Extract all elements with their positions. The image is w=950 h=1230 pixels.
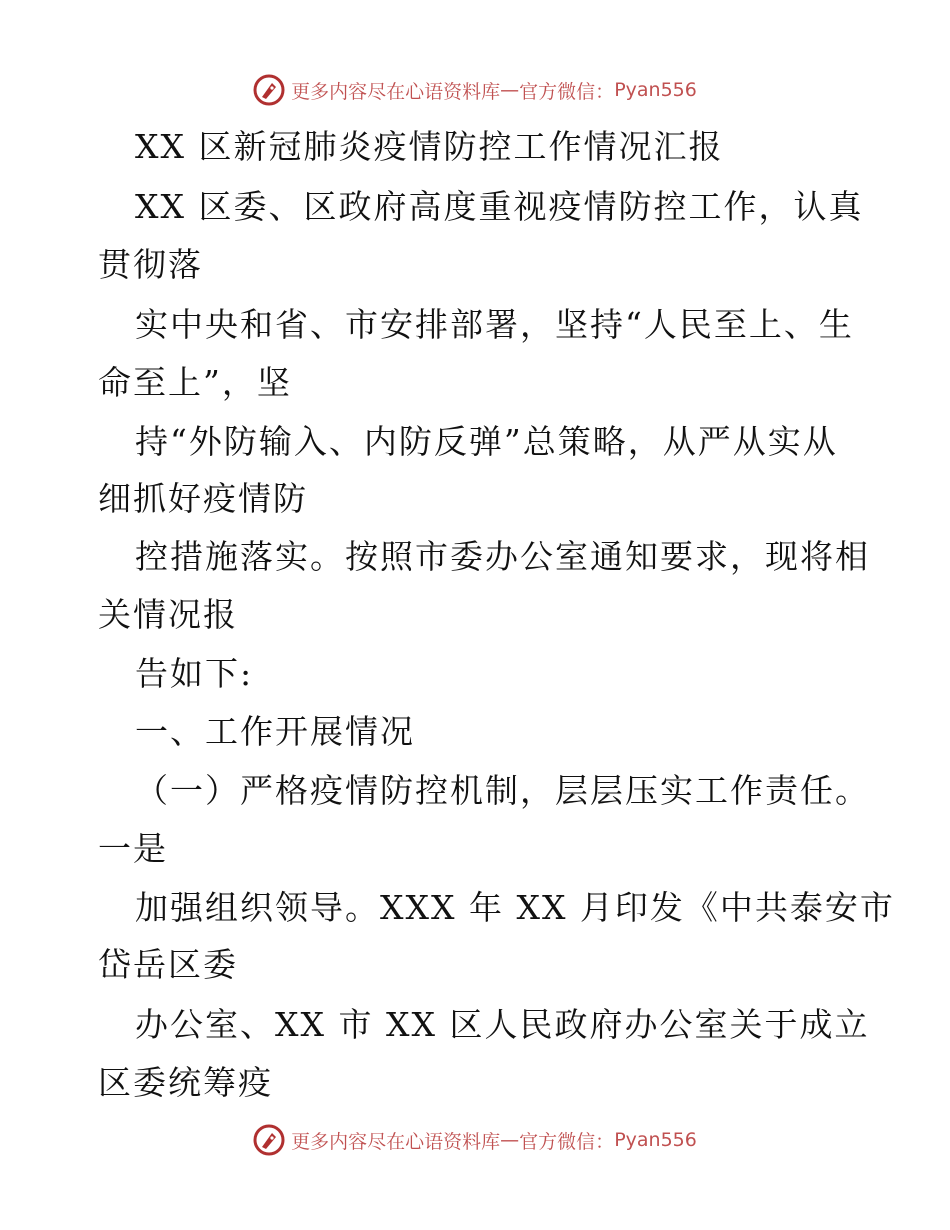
section-heading: 一、工作开展情况	[135, 712, 415, 751]
watermark-wechat-label: 官方微信：	[519, 80, 615, 103]
paragraph-line: 关情况报	[98, 595, 238, 634]
pen-nib-logo-icon	[253, 1124, 285, 1156]
paragraph-line: 贯彻落	[98, 245, 203, 284]
paragraph-line: 控措施落实。按照市委办公室通知要求，现将相	[135, 537, 870, 576]
paragraph-line: 加强组织领导。XXX 年 XX 月印发《中共泰安市	[135, 888, 895, 927]
document-title: XX 区新冠肺炎疫情防控工作情况汇报	[135, 127, 724, 166]
watermark-wechat-id: Pyan556	[614, 79, 697, 101]
paragraph-line: 一是	[98, 829, 168, 868]
watermark-wechat-label: 官方微信：	[519, 1130, 615, 1153]
paragraph-line: XX 区委、区政府高度重视疫情防控工作，认真	[135, 187, 864, 226]
subsection-heading: （一）严格疫情防控机制，层层压实工作责任。	[135, 771, 870, 810]
paragraph-line: 持“外防输入、内防反弹”总策略，从严从实从	[135, 422, 838, 461]
paragraph-line: 区委统筹疫	[98, 1063, 273, 1102]
paragraph-line: 告如下:	[135, 654, 254, 693]
pen-nib-logo-icon	[253, 74, 285, 106]
watermark-header	[0, 70, 950, 110]
paragraph-line: 办公室、XX 市 XX 区人民政府办公室关于成立	[135, 1005, 870, 1044]
watermark-wechat-id: Pyan556	[614, 1129, 697, 1151]
paragraph-line: 岱岳区委	[98, 945, 238, 984]
watermark-dash: —	[500, 79, 520, 101]
watermark-text: 更多内容尽在心语资料库	[291, 1130, 501, 1153]
watermark-footer	[0, 1120, 950, 1160]
paragraph-line: 实中央和省、市安排部署，坚持“人民至上、生	[135, 305, 854, 344]
watermark-text: 更多内容尽在心语资料库	[291, 80, 501, 103]
paragraph-line: 命至上”，坚	[98, 363, 292, 402]
paragraph-line: 细抓好疫情防	[98, 479, 308, 518]
watermark-dash: —	[500, 1129, 520, 1151]
